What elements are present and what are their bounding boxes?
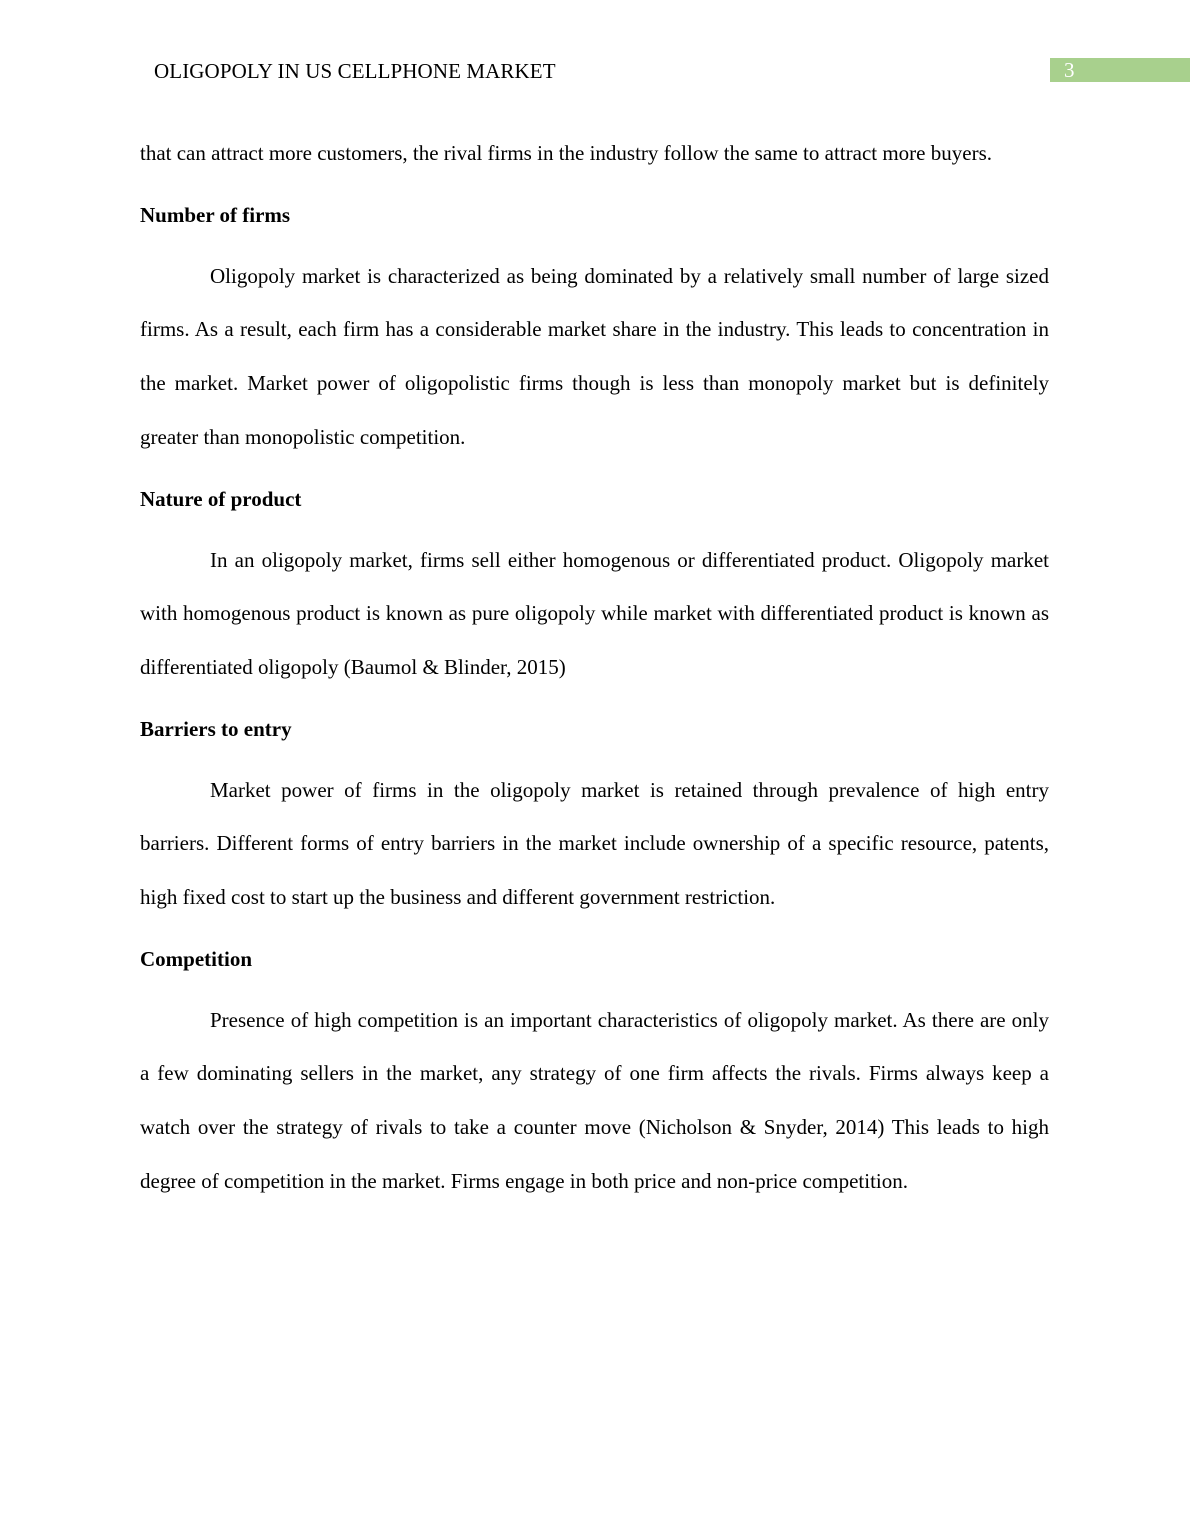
section-nature-of-product — [140, 480, 1049, 695]
section-heading: Barriers to entry — [140, 716, 292, 741]
page-number: 3 — [1064, 58, 1075, 82]
section-barriers-to-entry — [140, 710, 1049, 925]
intro-paragraph: that can attract more customers, the rival firms in the industry follow the same to attract more buyers. — [140, 141, 992, 165]
section-paragraph: Oligopoly market is characterized as being dominated by a relatively small number of large sized firms. As a result, each firm has a considerable market share in the industry. This leads to concentration in the market. Market power of oligopolistic firms though is less than monopoly market but is definitely greater than monopolistic competition. — [140, 263, 1049, 449]
section-number-of-firms — [140, 196, 1049, 465]
section-paragraph: Market power of firms in the oligopoly market is retained through prevalence of high entry barriers. Different forms of entry barriers in the market include ownership of a specific resource, patents, high fixed cost to start up the business and different government restriction. — [140, 777, 1049, 910]
section-paragraph: In an oligopoly market, firms sell either homogenous or differentiated product. Oligopoly market with homogenous product is known as pure oligopoly while market with differentiated product is known as differentiated oligopoly (Baumol & Blinder, 2015) — [140, 547, 1049, 679]
section-heading: Competition — [140, 946, 252, 971]
section-heading: Number of firms — [140, 202, 291, 227]
page-number-band — [1050, 58, 1190, 82]
section-paragraph: Presence of high competition is an important characteristics of oligopoly market. As there are only a few dominating sellers in the market, any strategy of one firm affects the rivals. Firms always keep a watch over the strategy of rivals to take a counter move (Nicholson & Snyder, 2014) This leads to high degree of competition in the market. Firms engage in both price and non-price competition. — [140, 1007, 1049, 1193]
document-body — [140, 127, 1049, 1209]
running-head: OLIGOPOLY IN US CELLPHONE MARKET — [154, 59, 556, 83]
section-competition — [140, 940, 1049, 1209]
section-heading: Nature of product — [140, 486, 302, 511]
